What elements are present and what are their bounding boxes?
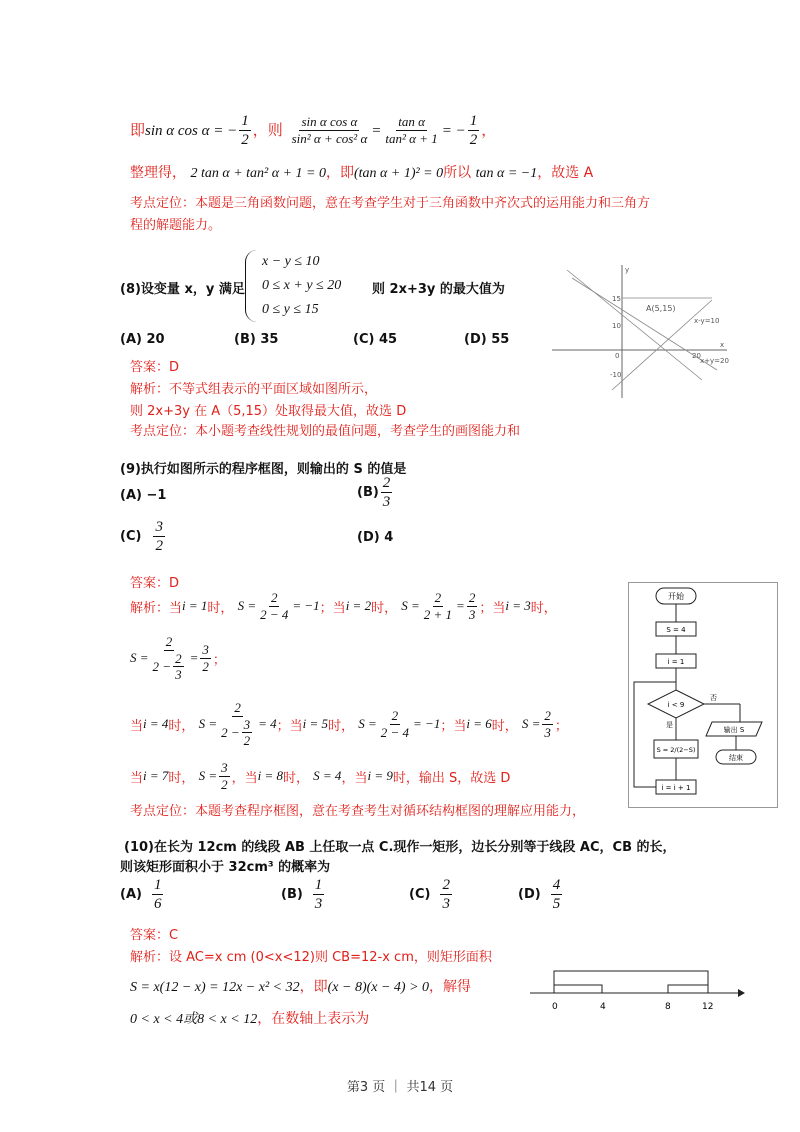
- flow-cond-text: i < 9: [667, 701, 685, 709]
- q9-analysis-2: S = 2 2 − $\frac{2}{3}$ = $\frac{3}{2}$ ；: [130, 634, 226, 683]
- q8-option-c: (C) 45: [353, 332, 398, 347]
- numline-tick-12: 12: [702, 1002, 714, 1012]
- q10-eq1: S = x(12 − x) = 12x − x² < 32，即(x − 8)(x − 4) > 0，解得: [130, 979, 472, 995]
- q9-analysis-1: 解析：当 i = 1 时， S = $\frac{2}{2 - 4}$ = −1 ；当 i = 2 时， S = $\frac{2}{2 + 1}$ = $\frac{2}{3}$ ；当 i = 3 时，: [130, 590, 557, 622]
- q10-eq2: 0 < x < 4或8 < x < 12，在数轴上表示为: [130, 1011, 370, 1027]
- q8-system: x − y ≤ 10 0 ≤ x + y ≤ 20 0 ≤ y ≤ 15: [262, 254, 342, 317]
- numline-arrow: [738, 989, 745, 997]
- q7-kaodian-1: 考点定位：本题是三角函数问题，意在考查学生对于三角函数中齐次式的运用能力和三角方: [130, 196, 651, 211]
- q10-option-a: (A) $\frac{1}{6}$: [120, 877, 162, 912]
- q10-analysis: 解析：设 AC=x cm (0<x<12)则 CB=12-x cm，则矩形面积: [130, 950, 492, 965]
- graph-label-l1: x-y=10: [694, 317, 720, 325]
- q9-analysis-4: 当 i = 7 时， S = $\frac{3}{2}$ ，当 i = 8 时， S = 4 ，当 i = 9 时，输出 S，故选 D: [130, 760, 511, 792]
- q10-option-d: (D) $\frac{4}{5}$: [518, 877, 561, 912]
- q9-option-d: (D) 4: [357, 530, 394, 545]
- q9-answer: 答案：D: [130, 576, 180, 591]
- q7-line2: 整理得， 2 tan α + tan² α + 1 = 0，即(tan α + 1)² = 0所以 tan α = −1，故选 A: [130, 165, 594, 181]
- flow-inc-text: i = i + 1: [661, 784, 691, 792]
- q8-stem-a: (8)设变量 x，y 满足: [120, 282, 245, 297]
- q8-answer: 答案：D: [130, 360, 180, 375]
- q8-option-d: (D) 55: [464, 332, 510, 347]
- q8-option-b: (B) 35: [234, 332, 279, 347]
- q8-analysis-1: 解析：不等式组表示的平面区域如图所示，: [130, 382, 378, 397]
- graph-label-a: A(5,15): [646, 304, 676, 313]
- flow-start-text: 开始: [668, 592, 684, 601]
- q9-analysis-3: 当 i = 4 时， S = 2 2 − $\frac{3}{2}$ = 4 ；当 i = 5 时， S = $\frac{2}{2 - 4}$ = −1 ；当 i = 6 时， S = $\frac{2}{3}$ ；: [130, 700, 568, 749]
- q10-number-line: [530, 965, 745, 1017]
- graph-line-extra: [567, 270, 702, 380]
- numline-seg-left: [554, 985, 602, 993]
- flow-end-text: 结束: [729, 754, 743, 762]
- page-footer: 第3 页 ｜ 共14 页: [346, 1080, 454, 1095]
- q8-region-graph: [552, 260, 732, 400]
- q7-kaodian-2: 程的解题能力。: [130, 218, 222, 233]
- graph-y-label: y: [625, 266, 630, 274]
- q9-option-b: (B) $\frac{2}{3}$: [357, 475, 391, 510]
- graph-tick-15: 15: [612, 295, 621, 303]
- flow-output-text: 输出 S: [723, 726, 745, 734]
- q9-stem: (9)执行如图所示的程序框图，则输出的 S 的值是: [120, 462, 407, 477]
- numline-seg-right: [668, 985, 708, 993]
- numline-outer-box: [554, 971, 708, 993]
- graph-tick-m10: -10: [610, 371, 622, 379]
- q8-brace: [245, 250, 260, 322]
- q10-stem-1: (10)在长为 12cm 的线段 AB 上任取一点 C.现作一矩形，边长分别等于线段 AC，CB 的长，: [124, 840, 676, 855]
- graph-line-x-minus-y: [612, 300, 712, 390]
- graph-tick-10: 10: [612, 322, 621, 330]
- flow-yes: 否: [710, 694, 717, 702]
- flow-i1-text: i = 1: [667, 658, 685, 666]
- q9-option-c: (C) $\frac{3}{2}$: [120, 519, 163, 554]
- q10-option-b: (B) $\frac{1}{3}$: [281, 877, 323, 912]
- q10-stem-2: 则该矩形面积小于 32cm³ 的概率为: [120, 860, 331, 875]
- graph-label-l2: x+y=20: [700, 357, 729, 365]
- q8-kaodian: 考点定位：本小题考查线性规划的最值问题，考查学生的画图能力和: [130, 424, 521, 439]
- q8-option-a: (A) 20: [120, 332, 165, 347]
- q8-stem-b: 则 2x+3y 的最大值为: [372, 282, 505, 297]
- graph-x-label: x: [720, 341, 725, 349]
- q10-answer: 答案：C: [130, 928, 179, 943]
- numline-tick-4: 4: [600, 1002, 606, 1012]
- graph-tick-0: 0: [615, 352, 620, 360]
- q7-line1: 即sin α cos α = − $\frac{1}{2}$ ，则 $\frac{\text{sin α cos α}}{\text{sin² α + cos² α}}$ = $\frac{\text{tan α}}{\text{tan² α + 1}}$ = − $\frac{1}{2}$ ，: [130, 113, 497, 148]
- q8-analysis-2: 则 2x+3y 在 A（5,15）处取得最大值，故选 D: [130, 404, 407, 419]
- flow-s4-text: S = 4: [666, 626, 686, 634]
- q10-option-c: (C) $\frac{2}{3}$: [409, 877, 450, 912]
- numline-tick-8: 8: [665, 1002, 671, 1012]
- flow-assign-text: S = 2/(2−S): [656, 746, 696, 754]
- numline-tick-0: 0: [552, 1002, 558, 1012]
- q9-option-a: (A) −1: [120, 488, 167, 503]
- flow-no: 是: [666, 721, 673, 729]
- q9-kaodian: 考点定位：本题考查程序框图，意在考查考生对循环结构框图的理解应用能力，: [130, 804, 586, 819]
- q9-flowchart: [628, 582, 778, 808]
- flowchart-frame: [629, 583, 778, 808]
- graph-tick-20: 20: [692, 352, 701, 360]
